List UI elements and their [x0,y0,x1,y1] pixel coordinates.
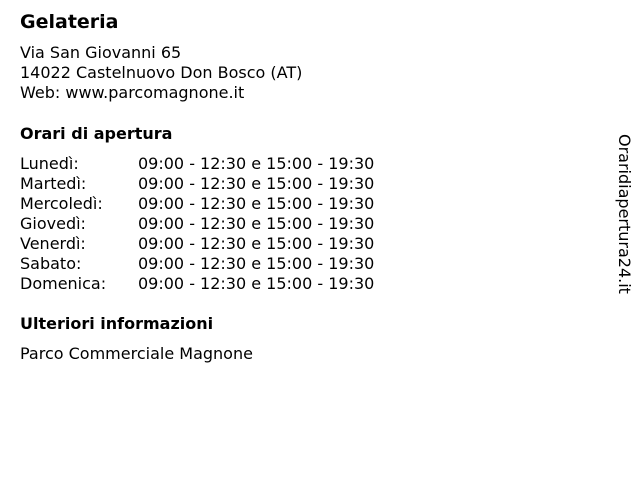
time-range: 09:00 - 12:30 e 15:00 - 19:30 [138,214,375,233]
time-range: 09:00 - 12:30 e 15:00 - 19:30 [138,274,375,293]
hours-row-sunday [20,274,420,294]
address-street: Via San Giovanni 65 [20,43,182,62]
hours-row-friday [20,234,420,254]
info-section-title: Ulteriori informazioni [20,314,214,333]
address-block [20,43,302,103]
website-line: Web: www.parcomagnone.it [20,83,245,102]
side-brand-watermark [614,134,634,310]
side-brand-text: Oraridiapertura24.it [615,134,634,294]
time-range: 09:00 - 12:30 e 15:00 - 19:30 [138,234,375,253]
day-label: Martedì: [20,174,87,193]
day-label: Mercoledì: [20,194,103,213]
hours-section-title: Orari di apertura [20,124,173,143]
time-range: 09:00 - 12:30 e 15:00 - 19:30 [138,154,375,173]
hours-row-thursday [20,214,420,234]
day-label: Giovedì: [20,214,86,233]
address-city: 14022 Castelnuovo Don Bosco (AT) [20,63,303,82]
time-range: 09:00 - 12:30 e 15:00 - 19:30 [138,194,375,213]
hours-row-tuesday [20,174,420,194]
day-label: Sabato: [20,254,82,273]
hours-row-monday [20,154,420,174]
time-range: 09:00 - 12:30 e 15:00 - 19:30 [138,254,375,273]
hours-row-wednesday [20,194,420,214]
time-range: 09:00 - 12:30 e 15:00 - 19:30 [138,174,375,193]
hours-table [20,154,420,294]
info-text: Parco Commerciale Magnone [20,344,253,363]
day-label: Domenica: [20,274,107,293]
day-label: Lunedì: [20,154,79,173]
day-label: Venerdì: [20,234,86,253]
business-name: Gelateria [20,11,119,33]
hours-row-saturday [20,254,420,274]
